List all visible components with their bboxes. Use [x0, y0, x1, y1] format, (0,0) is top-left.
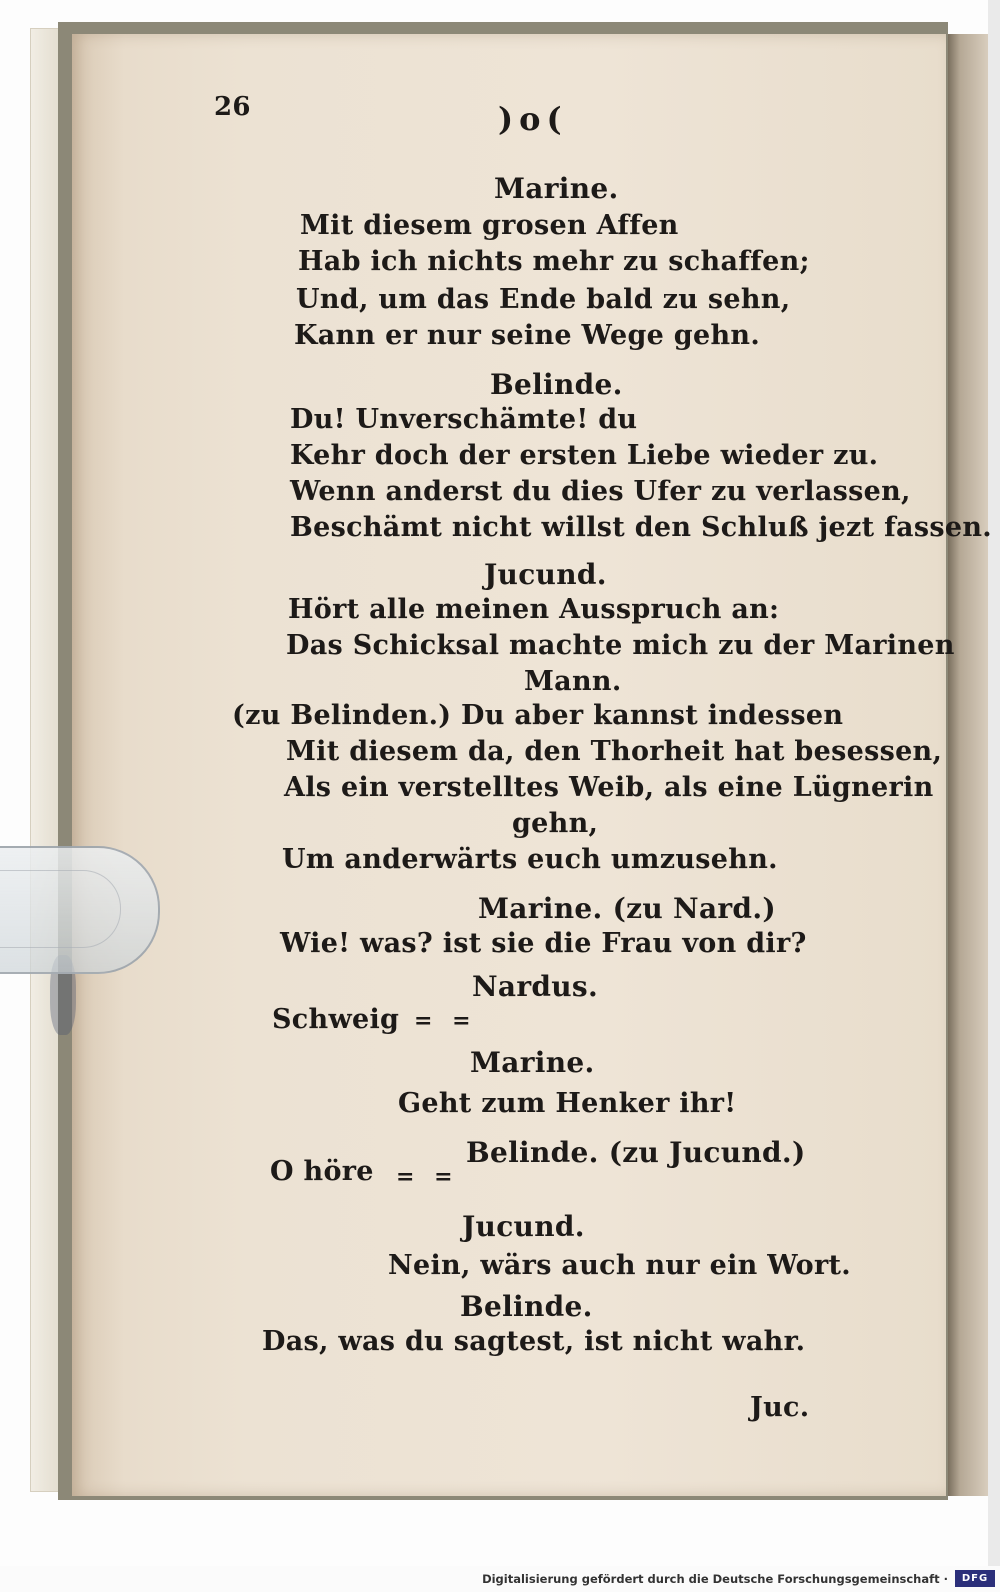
- verse-line: Hört alle meinen Ausspruch an:: [288, 594, 780, 625]
- header-ornament: )o(: [498, 100, 568, 138]
- verse-line: Hab ich nichts mehr zu schaffen;: [298, 246, 810, 277]
- page-number: 26: [214, 92, 251, 122]
- verse-line: Nein, wärs auch nur ein Wort.: [388, 1250, 851, 1281]
- verse-line: Geht zum Henker ihr!: [398, 1088, 737, 1119]
- verse-line-dashes: = =: [414, 1008, 477, 1034]
- dfg-logo: DFG: [955, 1570, 995, 1587]
- verse-line: Als ein verstelltes Weib, als eine Lügnerin: [284, 772, 934, 803]
- verse-line: Beschämt nicht willst den Schluß jezt fassen.: [290, 512, 992, 543]
- speaker-name: Jucund.: [484, 558, 607, 591]
- verse-line: Kehr doch der ersten Liebe wieder zu.: [290, 440, 879, 471]
- verse-line: Schweig: [272, 1004, 400, 1035]
- verse-line: Mann.: [524, 666, 622, 697]
- verse-line: Du! Unverschämte! du: [290, 404, 638, 435]
- verse-line: Das, was du sagtest, ist nicht wahr.: [262, 1326, 806, 1357]
- verse-line-dashes: = =: [396, 1164, 459, 1190]
- speaker-name: Jucund.: [462, 1210, 585, 1243]
- verse-line: Das Schicksal machte mich zu der Marinen: [286, 630, 955, 661]
- verse-line: Wie! was? ist sie die Frau von dir?: [280, 928, 807, 959]
- verse-line: Mit diesem da, den Thorheit hat besessen,: [286, 736, 943, 767]
- speaker-name: Belinde.: [460, 1290, 593, 1323]
- speaker-name: Marine. (zu Nard.): [478, 892, 776, 925]
- catchword: Juc.: [750, 1392, 810, 1423]
- verse-line: O höre: [270, 1156, 374, 1187]
- speaker-name: Marine.: [494, 172, 619, 205]
- verse-line: (zu Belinden.) Du aber kannst indessen: [232, 700, 844, 731]
- verse-line: Wenn anderst du dies Ufer zu verlassen,: [290, 476, 911, 507]
- page-clip-inner: [0, 870, 121, 948]
- verse-line: Um anderwärts euch umzusehn.: [282, 844, 778, 875]
- verse-line: Und, um das Ende bald zu sehn,: [296, 284, 791, 315]
- facing-page-edge: [948, 34, 988, 1496]
- speaker-name: Belinde. (zu Jucund.): [466, 1136, 806, 1169]
- speaker-name: Nardus.: [472, 970, 599, 1003]
- speaker-name: Marine.: [470, 1046, 595, 1079]
- verse-line: Mit diesem grosen Affen: [300, 210, 679, 241]
- verse-line: Kann er nur seine Wege gehn.: [294, 320, 761, 351]
- speaker-name: Belinde.: [490, 368, 623, 401]
- verse-line: gehn,: [512, 808, 599, 839]
- footer-credit: Digitalisierung gefördert durch die Deutsche Forschungsgemeinschaft ·: [482, 1572, 948, 1586]
- scan-margin: [988, 0, 1000, 1566]
